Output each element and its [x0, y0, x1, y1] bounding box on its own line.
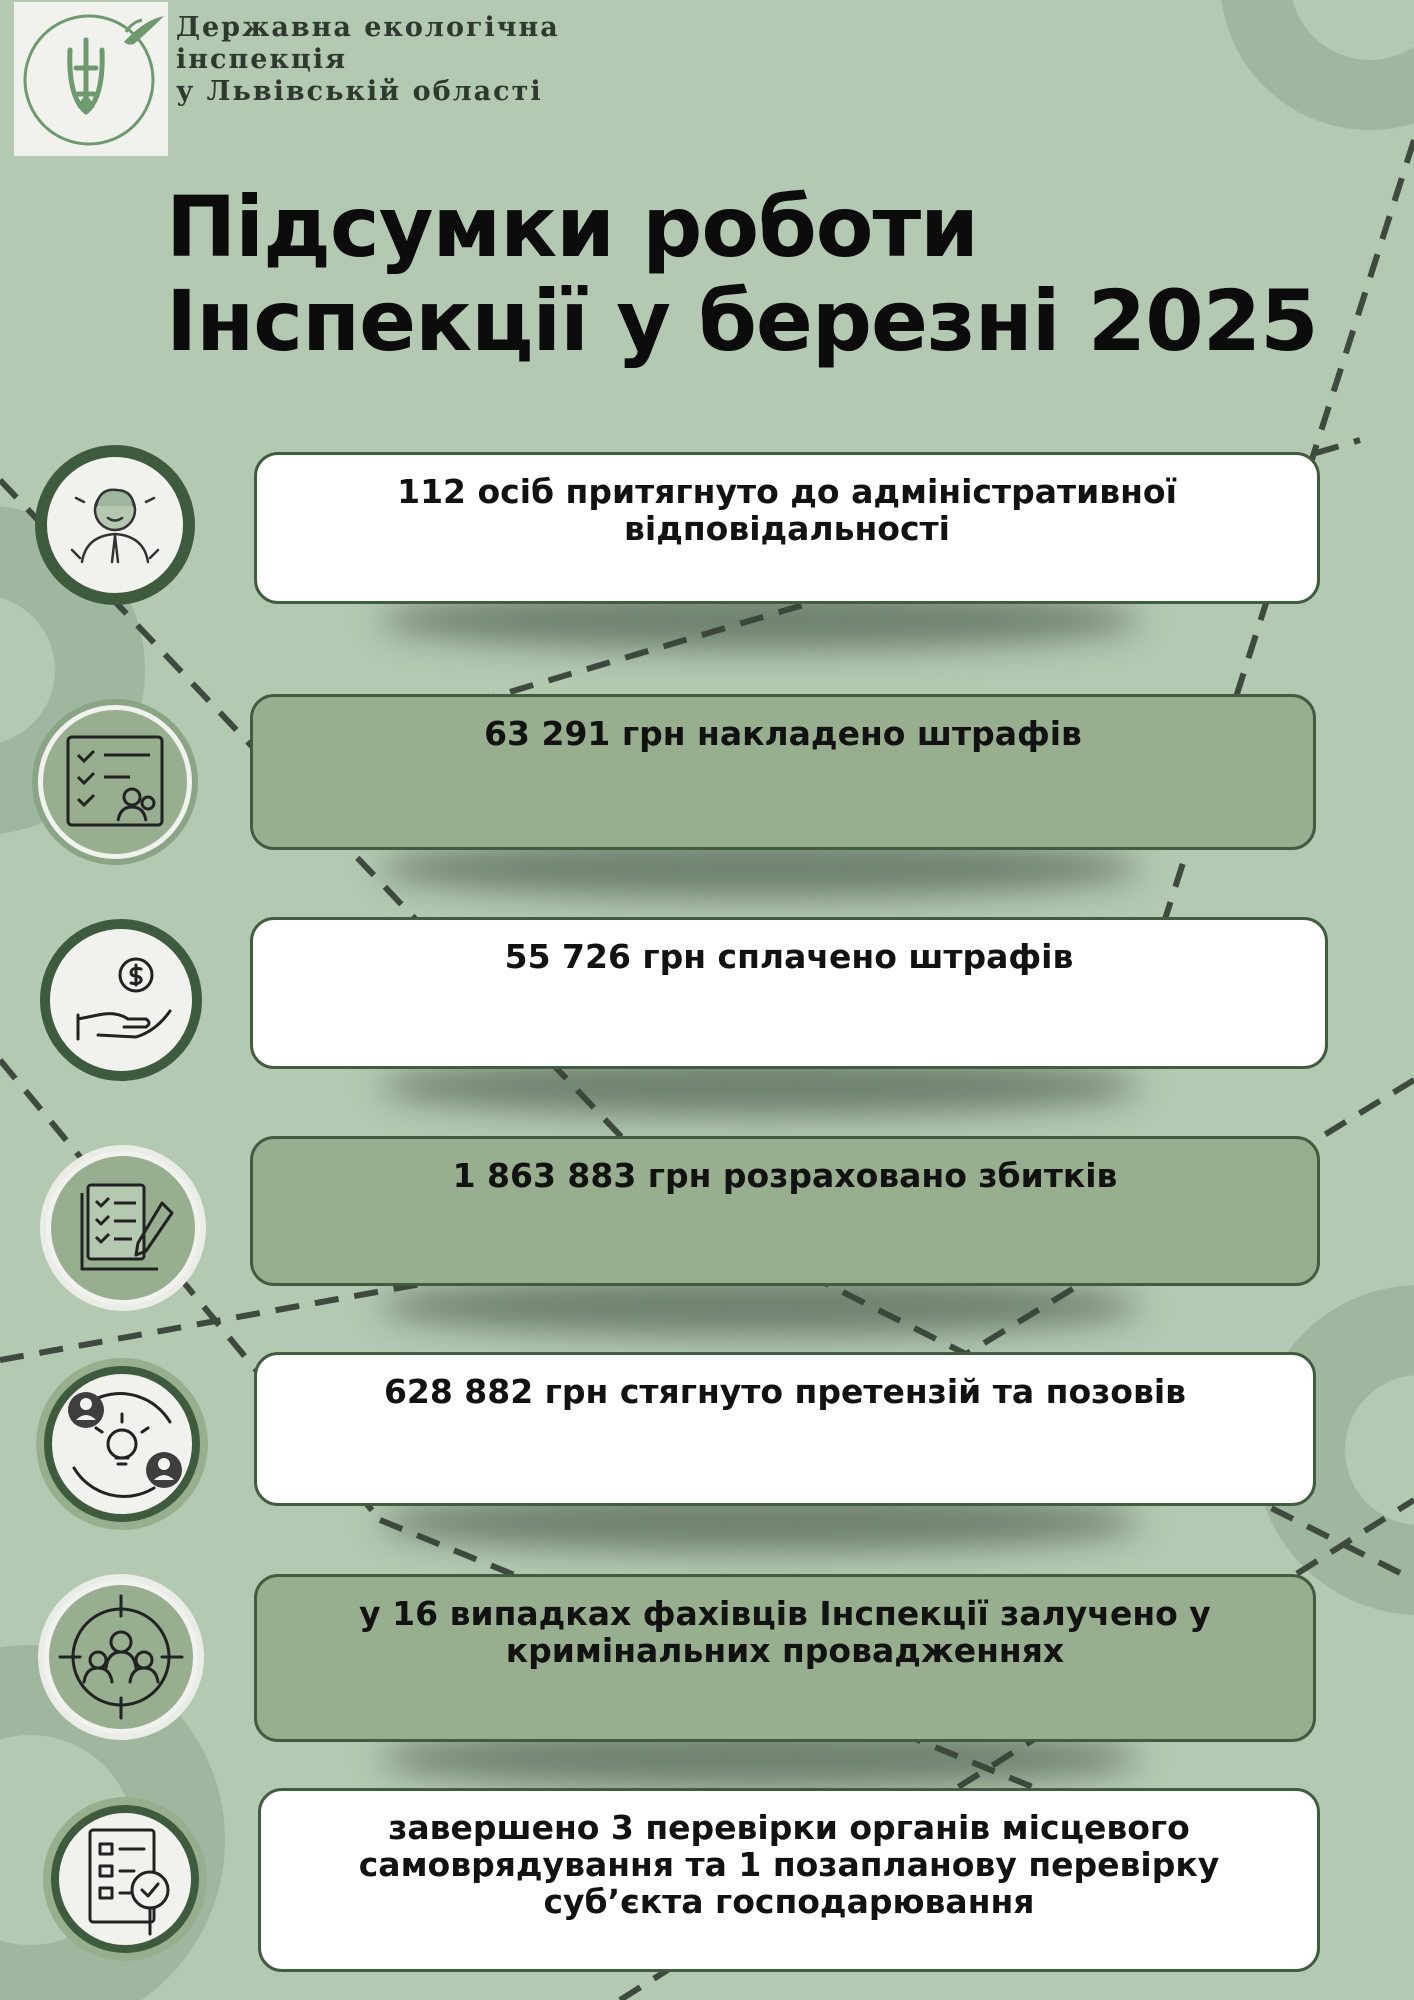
stat-text: 628 882 грн стягнуто претензій та позовів: [383, 1372, 1187, 1411]
idea-exchange-icon: [30, 1352, 214, 1536]
organization-name: [176, 12, 560, 108]
stat-text: 112 осіб притягнуто до адміністративної відповідальності: [397, 472, 1177, 548]
target-team-icon: [36, 1572, 206, 1742]
org-line-1: Державна екологічна: [176, 12, 560, 43]
trident-logo-icon: [14, 2, 168, 156]
stat-text: завершено 3 перевірки органів місцевого самоврядування та 1 позапланову перевірку суб’єкта господарювання: [358, 1808, 1220, 1921]
title-line-2: Інспекції у березні 2025: [166, 272, 1318, 370]
logo: [14, 2, 168, 156]
person-icon: [30, 440, 200, 610]
stat-text: у 16 випадках фахівців Інспекції залучено у кримінальних провадженнях: [359, 1594, 1211, 1670]
stat-card-admin-liability: [254, 452, 1320, 604]
checklist-group-icon: [30, 697, 200, 867]
org-line-3: у Львівській області: [176, 76, 543, 107]
org-line-2: інспекція: [176, 44, 348, 75]
title-line-1: Підсумки роботи: [166, 178, 978, 276]
checklist-magnifier-icon: [40, 1794, 210, 1964]
stat-card-damages-calculated: [250, 1136, 1320, 1286]
hand-coin-icon: [36, 915, 206, 1085]
stat-text: 55 726 грн сплачено штрафів: [504, 937, 1074, 976]
document-pen-icon: [38, 1143, 208, 1313]
stat-card-claims-recovered: [254, 1352, 1316, 1506]
stat-card-fines-paid: [250, 917, 1328, 1069]
stat-card-inspections-completed: [258, 1788, 1320, 1972]
stat-card-fines-imposed: [250, 694, 1316, 850]
stat-card-criminal-proceedings: [254, 1574, 1316, 1742]
bg-ring-top-right: [1255, 0, 1414, 95]
stat-text: 63 291 грн накладено штрафів: [484, 714, 1082, 753]
stat-text: 1 863 883 грн розраховано збитків: [452, 1156, 1118, 1195]
page-title: [166, 180, 1396, 368]
